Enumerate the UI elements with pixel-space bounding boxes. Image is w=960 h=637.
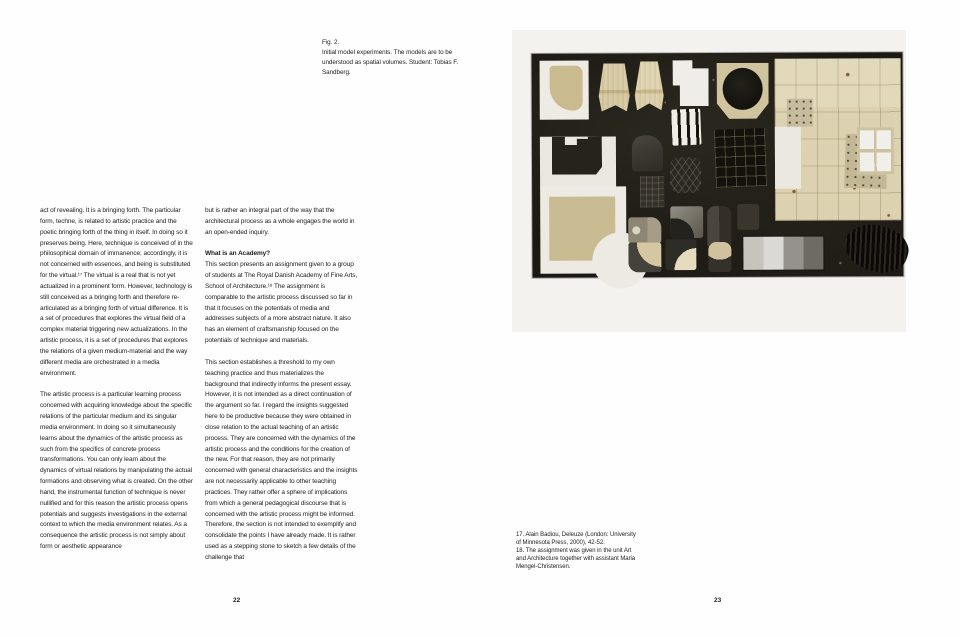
paragraph: The artistic process is a particular learning process concerned with acquiring knowledge about the specific relations of the particular medium and its singular media environment. In doing so it simultaneously learns about the dynamics of the artistic process as such from the specifics of concrete process transformations. You can only learn about the dynamics of virtual relations by manipulating the actual formations and observing what is created. On the other hand, the instrumental function of technique is never nullified and for this reason the artistic process opens potentials and suggests investigations in the external context to which the media environment relates. As a consequence the artistic process is not simply about form or aesthetic appearance (40, 391, 193, 551)
model-wedge-3 (708, 242, 731, 272)
figure-caption-label: Fig. 2. (322, 39, 340, 46)
model-gray-piece-with-dot (628, 217, 661, 243)
model-striped-window-piece (671, 109, 701, 146)
model-dark-cube-2 (737, 204, 759, 230)
model-ribbed-dome (839, 217, 914, 280)
model-wood-panel-assembly (775, 58, 902, 221)
page-number-left: 22 (233, 597, 241, 604)
figure-caption-text: Initial model experiments. The models are to be understood as spatial volumes. Student: Tobias F. Sandberg. (322, 49, 459, 76)
model-white-stepped-block (673, 60, 709, 106)
model-wedge-1 (628, 242, 661, 272)
paragraph: act of revealing. It is a bringing forth. The particular form, techne, is related to artistic practice and the poetic bringing forth of the thing in itself. In doing so it preserves being. Here, technique is conceived of in the philosophical domain of immanence; accordingly, it is not concerned with essences, and being is substituted for the virtual.¹⁷ The virtual is a real that is not yet actualized in a prominent form. However, technology is still conceived as a bringing forth and therefore re-articulated as a bringing forth of virtual difference. It is a set of procedures that explores the virtual field of a complex material triggering new actualizations. In the artistic process, it is a set of procedures that explores the relations of a given medium-material and the way different media are orchestrated in a media environment. (40, 207, 193, 377)
panel-window-frame (857, 127, 894, 174)
text-column-1 (40, 206, 193, 564)
tray-dark-blocks (552, 137, 602, 175)
model-board (532, 52, 904, 278)
model-tan-inlay (550, 66, 583, 111)
footnote-18: 18. The assignment was given in the unit Art and Architecture together with assistant Maria Mengel-Christensen. (516, 548, 636, 570)
oval-hole (723, 68, 763, 110)
light-dot (632, 226, 640, 234)
figure-caption (322, 38, 477, 78)
model-dark-rounded-block (632, 135, 663, 171)
model-wood-bell-1 (598, 63, 631, 111)
model-photograph (512, 30, 906, 332)
model-white-block-curved (540, 61, 589, 120)
model-gradient-bar (743, 237, 823, 270)
model-gray-curved-cube (670, 206, 703, 238)
model-grid-cube (714, 128, 767, 188)
model-wedge-2 (665, 239, 696, 270)
panel-white-strip (775, 127, 801, 189)
paragraph: but is rather an integral part of the way that the architectural process as a whole engages the world in an open-ended inquiry. (205, 207, 355, 236)
panel-perforated-card-small (787, 99, 813, 127)
footnotes (516, 531, 636, 571)
section-heading: What is an Academy? (205, 250, 271, 258)
model-plaid-block (640, 176, 664, 207)
model-lattice-cylinder (670, 157, 701, 193)
paragraph: This section presents an assignment given to a group of students at The Royal Danish Academy of Fine Arts, School of Architecture.¹⁸ The assignment is comparable to the artistic process discussed so far in that it focuses on the potentials of media and addresses subjects of a more abstract nature. It also has an element of craftsmanship focused on the potentials of technique and materials. (205, 261, 358, 345)
model-wood-bell-2 (635, 61, 664, 110)
model-white-u-tray (540, 136, 616, 187)
page-number-right: 23 (714, 597, 722, 604)
paragraph: This section establishes a threshold to my own teaching practice and thus materializes the background that indirectly informs the present essay. However, it is not intended as a direct continuation of the argument so far. I regard the insights suggested here to be productive because they were obtained in close relation to the actual teaching of an artistic process. They are concerned with the dynamics of the artistic process and the conditions for the creation of the new. For that reason, they are not primarily concerned with general characteristics and the insights are not necessarily applicable to other teaching practices. They rather offer a sphere of implications from which a general pedagogical discourse that is concerned with the artistic process might be informed. Therefore, the section is not intended to exemplify and consolidate the points I have already made. It is rather used as a stepping stone to sketch a few details of the challenge that (205, 358, 358, 561)
model-white-quarter-round-block (540, 186, 626, 273)
footnote-17: 17. Alain Badiou, Deleuze (London: University of Minnesota Press, 2000), 42-52. (516, 532, 636, 546)
model-dark-cube-1 (707, 206, 731, 247)
model-card-with-oval-hole (717, 63, 769, 119)
text-column-2 (205, 206, 358, 575)
